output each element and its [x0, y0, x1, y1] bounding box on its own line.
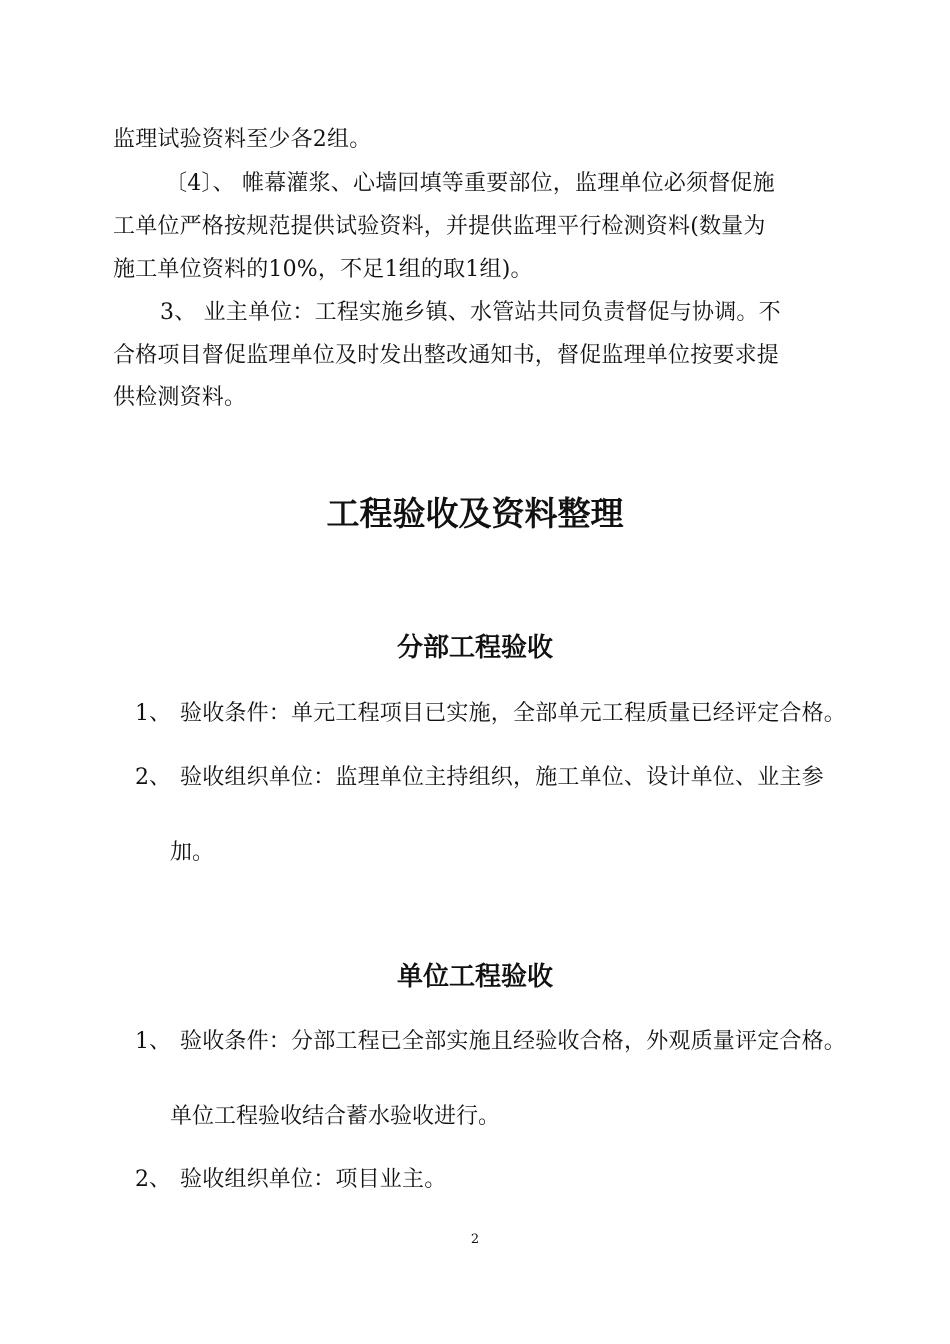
paragraph-line: 监理试验资料至少各2组。 [113, 127, 372, 152]
section-heading: 单位工程验收 [396, 962, 553, 992]
list-item-number: 2、 [135, 1167, 171, 1192]
paragraph-line: 〔4〕、 帷幕灌浆、心墙回填等重要部位，监理单位必须督促施 [165, 171, 775, 196]
list-item-text: 验收组织单位：项目业主。 [180, 1167, 447, 1192]
paragraph-line: 施工单位资料的10%，不足1组的取1组)。 [113, 257, 533, 282]
paragraph-line: 供检测资料。 [113, 385, 247, 410]
page-title: 工程验收及资料整理 [326, 494, 624, 533]
paragraph-line: 3、 业主单位：工程实施乡镇、水管站共同负责督促与协调。不 [160, 300, 781, 325]
list-item-text: 验收条件：分部工程已全部实施且经验收合格，外观质量评定合格。 [180, 1029, 847, 1054]
list-item-continuation: 加。 [170, 840, 215, 865]
paragraph-line: 工单位严格按规范提供试验资料，并提供监理平行检测资料(数量为 [113, 214, 766, 239]
list-item-number: 1、 [135, 1029, 171, 1054]
list-item-number: 1、 [135, 701, 171, 726]
list-item-text: 验收组织单位：监理单位主持组织，施工单位、设计单位、业主参 [180, 765, 824, 790]
list-item-continuation: 单位工程验收结合蓄水验收进行。 [170, 1104, 501, 1129]
page-number: 2 [470, 1232, 480, 1247]
list-item-number: 2、 [135, 765, 171, 790]
paragraph-line: 合格项目督促监理单位及时发出整改通知书，督促监理单位按要求提 [113, 343, 780, 368]
list-item-text: 验收条件：单元工程项目已实施，全部单元工程质量已经评定合格。 [180, 701, 847, 726]
section-heading: 分部工程验收 [396, 633, 553, 663]
